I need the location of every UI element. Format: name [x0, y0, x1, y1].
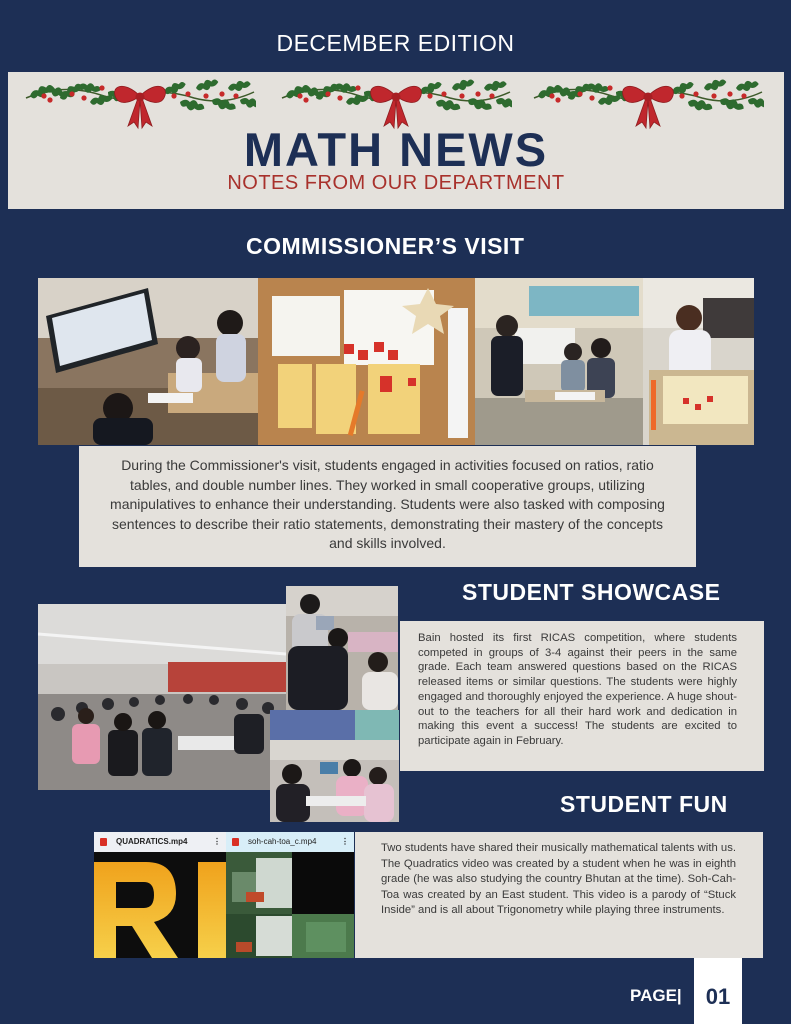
ratio-manipulatives-photo — [258, 278, 475, 445]
video-file-icon — [232, 838, 239, 846]
commissioner-visit-text: During the Commissioner's visit, students engaged in activities focused on ratios, ratio tables, and double number lines. They worked in small cooperative groups, utilizing manipulatives to enhance their understanding. Students were also tasked with composing sentences to describe their ratio statements, demonstrating their mastery of the concepts and skills involved. — [79, 446, 696, 567]
classroom-photo-smartboard — [38, 278, 258, 445]
soh-cah-toa-video-player[interactable] — [226, 832, 354, 958]
video-filename: soh-cah-toa_c.mp4 — [248, 837, 317, 846]
newsletter-title: MATH NEWS — [243, 123, 549, 176]
student-showcase-text: Bain hosted its first RICAS competition, where students competed in groups of 3-4 against their peers in the same grade. Each team answered questions based on the RICAS released items or similar questions. The students were highly engaged and thoroughly enjoyed the experience. A huge shout-out to the teachers for all their hard work and dedication in making this event a success! The students are excited to participate again in February. — [400, 621, 764, 771]
student-smiling-photo — [643, 278, 754, 445]
group-work-photo — [475, 278, 643, 445]
cafeteria-competition-photo — [38, 604, 286, 790]
video-thumbnail — [94, 852, 226, 958]
quadratics-video-player[interactable] — [94, 832, 226, 958]
students-bulletin-board-photo — [270, 710, 399, 822]
video-title-bar — [94, 832, 226, 852]
page-label: PAGE| — [630, 986, 682, 1005]
more-options-icon[interactable]: ⋮ — [213, 837, 221, 846]
commissioner-visit-heading: COMMISSIONER’S VISIT — [246, 233, 525, 259]
newsletter-subtitle: NOTES FROM OUR DEPARTMENT — [227, 172, 565, 194]
video-title-bar — [226, 832, 354, 852]
more-options-icon[interactable]: ⋮ — [341, 837, 349, 846]
student-showcase-heading: STUDENT SHOWCASE — [462, 579, 721, 605]
edition-label: DECEMBER EDITION — [276, 30, 515, 56]
title-banner — [8, 72, 784, 209]
page-number-box — [694, 958, 742, 1024]
video-file-icon — [100, 838, 107, 846]
students-laptops-photo — [286, 586, 398, 710]
student-fun-text: Two students have shared their musically mathematical talents with us. The Quadratics video was created by a student when he was in eighth grade (he was also studying the country Bhutan at the time). Soh-Cah-Toa was created by an East student. This video is a parody of “Stuck Inside” and is all about Trigonometry while playing three instruments. — [355, 832, 763, 958]
video-thumbnail — [226, 852, 354, 958]
student-fun-heading: STUDENT FUN — [560, 791, 728, 817]
page-number: 01 — [705, 984, 731, 1009]
video-filename: QUADRATICS.mp4 — [116, 837, 188, 846]
